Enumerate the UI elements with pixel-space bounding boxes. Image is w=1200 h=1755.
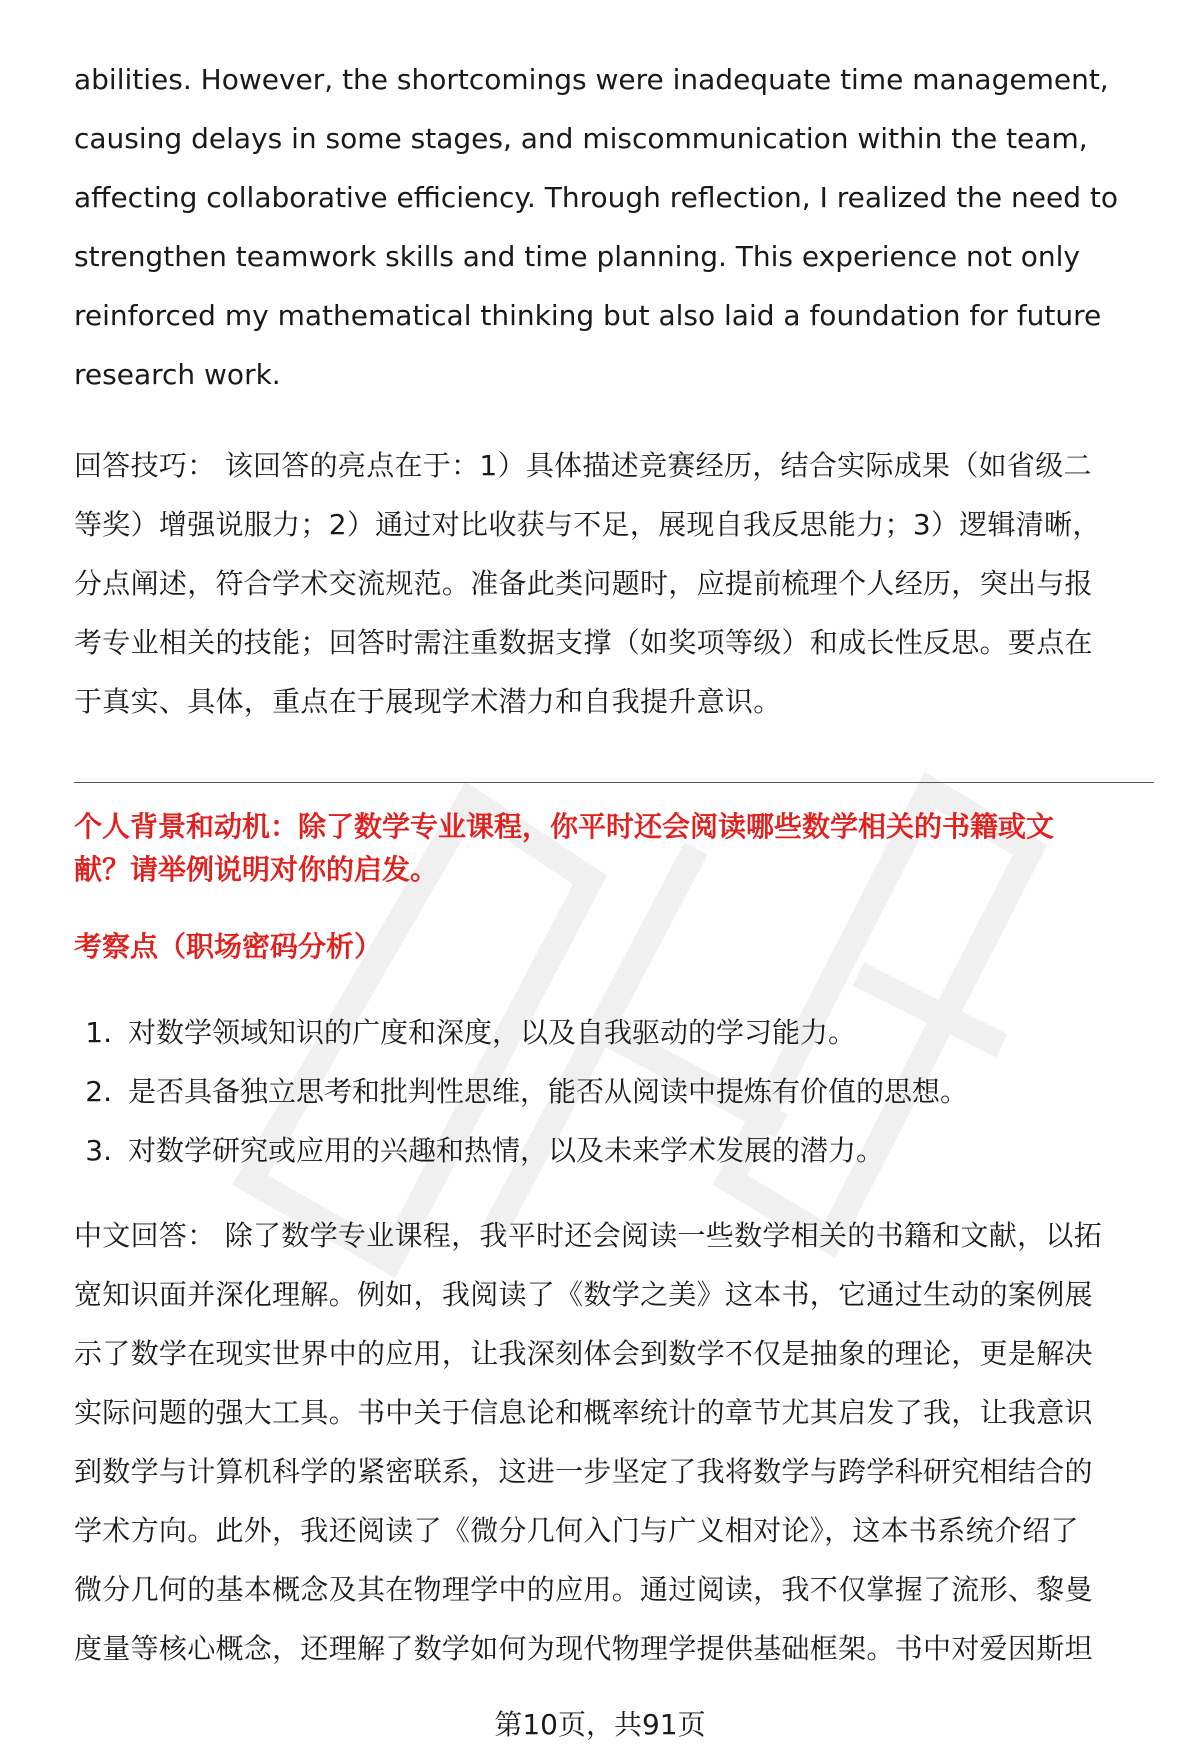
page-number: 第10页，共91页: [494, 1708, 706, 1741]
list-item: [74, 1003, 1154, 1062]
tips-line: 等奖）增强说服力；2）通过对比收获与不足，展现自我反思能力；3）逻辑清晰，: [74, 508, 1101, 541]
list-item-number: 3.: [85, 1134, 112, 1167]
section-divider: [74, 782, 1154, 783]
tips-line: 回答技巧： 该回答的亮点在于：1）具体描述竞赛经历，结合实际成果（如省级二: [74, 449, 1092, 482]
english-line: abilities. However, the shortcomings were inadequate time management,: [74, 63, 1109, 96]
list-item-number: 2.: [85, 1075, 112, 1108]
answer-line: 微分几何的基本概念及其在物理学中的应用。通过阅读，我不仅掌握了流形、黎曼: [74, 1573, 1093, 1606]
list-item-text: 对数学领域知识的广度和深度，以及自我驱动的学习能力。: [128, 1016, 857, 1049]
interview-question: [74, 805, 1154, 891]
question-line: 个人背景和动机：除了数学专业课程，你平时还会阅读哪些数学相关的书籍或文: [74, 810, 1055, 843]
tips-line: 于真实、具体，重点在于展现学术潜力和自我提升意识。: [74, 685, 782, 718]
english-line: affecting collaborative efficiency. Through reflection, I realized the need to: [74, 181, 1119, 214]
answer-line: 宽知识面并深化理解。例如，我阅读了《数学之美》这本书，它通过生动的案例展: [74, 1278, 1093, 1311]
english-line: research work.: [74, 358, 281, 391]
english-answer-continued: [74, 50, 1154, 404]
answer-line: 实际问题的强大工具。书中关于信息论和概率统计的章节尤其启发了我，让我意识: [74, 1396, 1093, 1429]
answer-line: 度量等核心概念，还理解了数学如何为现代物理学提供基础框架。书中对爱因斯坦: [74, 1632, 1093, 1665]
question-line: 献？请举例说明对你的启发。: [74, 853, 439, 886]
list-item: [74, 1062, 1154, 1121]
answer-tips: [74, 436, 1154, 731]
answer-line: 学术方向。此外，我还阅读了《微分几何入门与广义相对论》，这本书系统介绍了: [74, 1514, 1079, 1547]
assessment-heading: 考察点（职场密码分析）: [74, 930, 383, 963]
list-item-text: 对数学研究或应用的兴趣和热情，以及未来学术发展的潜力。: [128, 1134, 885, 1167]
english-line: causing delays in some stages, and miscommunication within the team,: [74, 122, 1088, 155]
assessment-list: [74, 1003, 1154, 1180]
answer-line: 中文回答： 除了数学专业课程，我平时还会阅读一些数学相关的书籍和文献，以拓: [74, 1219, 1103, 1252]
top-content: [74, 50, 1154, 731]
list-item: [74, 1121, 1154, 1180]
answer-line: 到数学与计算机科学的紧密联系，这进一步坚定了我将数学与跨学科研究相结合的: [74, 1455, 1093, 1488]
list-item-number: 1.: [85, 1016, 112, 1049]
answer-line: 示了数学在现实世界中的应用，让我深刻体会到数学不仅是抽象的理论，更是解决: [74, 1337, 1093, 1370]
english-line: strengthen teamwork skills and time planning. This experience not only: [74, 240, 1080, 273]
tips-line: 分点阐述，符合学术交流规范。准备此类问题时，应提前梳理个人经历，突出与报: [74, 567, 1093, 600]
english-line: reinforced my mathematical thinking but also laid a foundation for future: [74, 299, 1102, 332]
chinese-answer: [74, 1206, 1154, 1678]
list-item-text: 是否具备独立思考和批判性思维，能否从阅读中提炼有价值的思想。: [128, 1075, 969, 1108]
tips-line: 考专业相关的技能；回答时需注重数据支撑（如奖项等级）和成长性反思。要点在: [74, 626, 1093, 659]
